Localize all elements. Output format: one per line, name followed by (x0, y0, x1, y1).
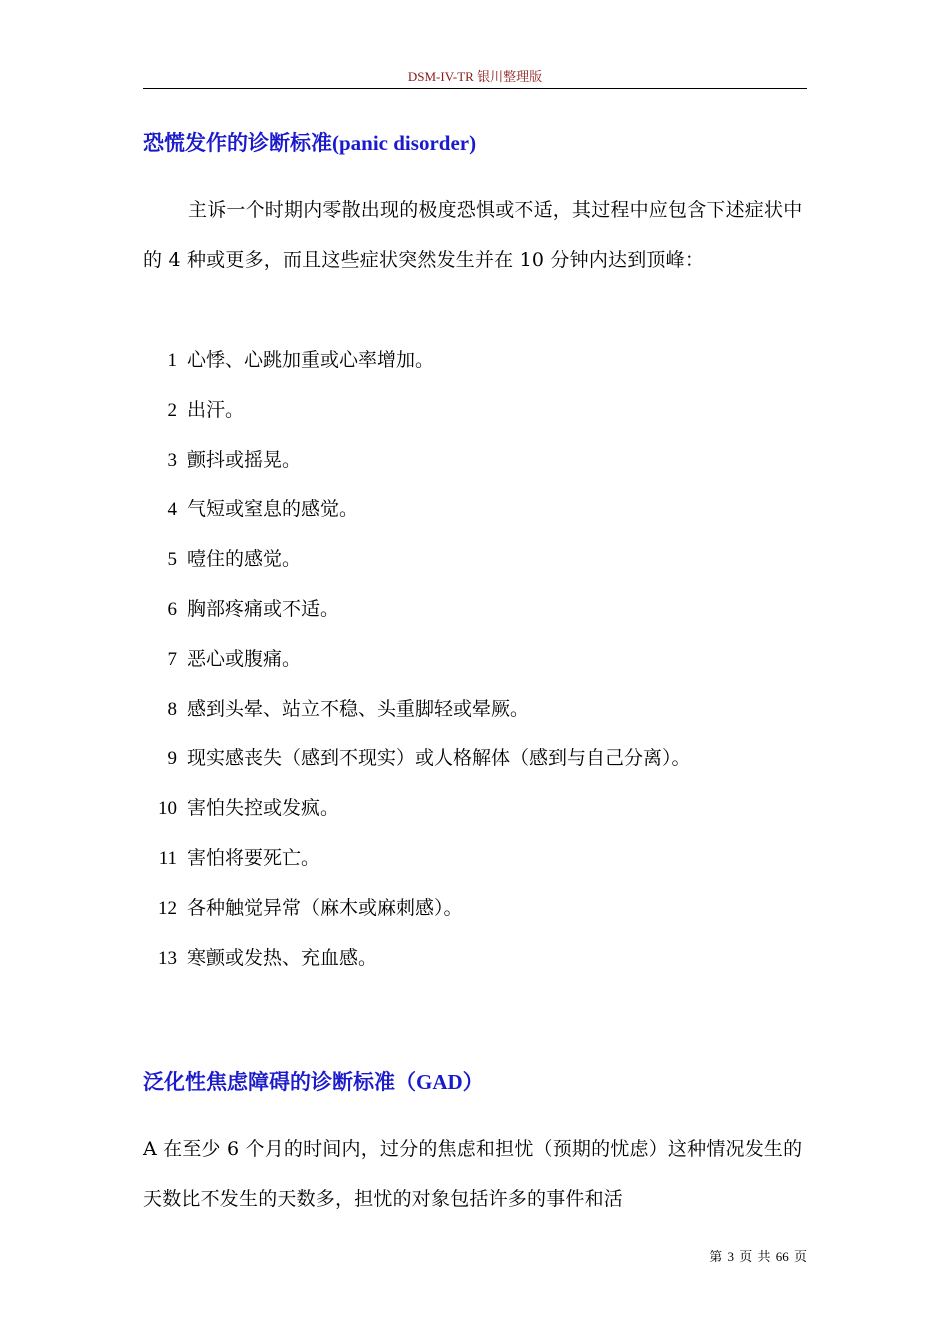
symptom-text: 恶心或腹痛。 (187, 647, 302, 670)
panic-heading-cn: 恐慌发作的诊断标准 (143, 131, 332, 155)
gad-criterion-a: A 在至少 6 个月的时间内，过分的焦虑和担忧（预期的忧虑）这种情况发生的天数比不发生的天数多，担忧的对象包括许多的事件和活 (143, 1138, 803, 1210)
symptom-number: 2 (167, 399, 177, 421)
symptom-text: 颤抖或摇晃。 (187, 448, 302, 471)
symptom-item (143, 884, 807, 934)
page-header (143, 68, 807, 89)
symptom-item (143, 386, 807, 436)
panic-heading-en: (panic disorder) (332, 131, 477, 155)
header-text: DSM-IV-TR 银川整理版 (407, 69, 543, 84)
symptom-number: 12 (158, 897, 177, 919)
symptom-number: 3 (167, 449, 177, 471)
symptom-text: 寒颤或发热、充血感。 (187, 946, 378, 969)
symptom-item (143, 934, 807, 984)
symptom-item (143, 535, 807, 585)
symptom-item (143, 485, 807, 535)
symptom-number: 10 (158, 798, 177, 820)
symptom-number: 7 (167, 648, 177, 670)
symptom-text: 胸部疼痛或不适。 (187, 597, 340, 620)
symptom-item (143, 436, 807, 486)
page-footer (600, 1246, 807, 1265)
symptom-text: 噎住的感觉。 (187, 548, 302, 571)
symptom-text: 气短或窒息的感觉。 (187, 498, 359, 521)
symptom-item (143, 784, 807, 834)
panic-disorder-heading (143, 127, 476, 157)
symptom-text: 现实感丧失（感到不现实）或人格解体（感到与自己分离）。 (187, 747, 691, 770)
symptom-item (143, 734, 807, 784)
symptom-number: 8 (167, 698, 177, 720)
symptom-number: 11 (158, 847, 177, 869)
symptom-number: 13 (158, 947, 177, 969)
symptom-item (143, 834, 807, 884)
symptom-item (143, 336, 807, 386)
symptom-item (143, 685, 807, 735)
symptom-item (143, 585, 807, 635)
symptom-text: 感到头晕、站立不稳、头重脚轻或晕厥。 (187, 697, 530, 720)
symptom-text: 害怕失控或发疯。 (187, 797, 340, 820)
gad-heading (143, 1066, 484, 1096)
gad-heading-en: GAD (416, 1070, 463, 1094)
panic-intro-paragraph: 主诉一个时期内零散出现的极度恐惧或不适，其过程中应包含下述症状中的 4 种或更多，而且这些症状突然发生并在 10 分钟内达到顶峰： (143, 199, 803, 271)
symptom-text: 各种触觉异常（麻木或麻刺感）。 (187, 896, 463, 919)
symptom-number: 1 (167, 350, 177, 371)
symptom-text: 害怕将要死亡。 (187, 846, 321, 869)
symptom-text: 心悸、心跳加重或心率增加。 (187, 349, 435, 371)
symptom-number: 4 (167, 499, 177, 521)
symptom-item (143, 635, 807, 685)
gad-heading-cn: 泛化性焦虑障碍的诊断标准（ (143, 1070, 416, 1094)
symptom-number: 5 (167, 549, 177, 571)
page-number: 第 3 页 共 66 页 (709, 1249, 807, 1264)
symptom-number: 9 (167, 748, 177, 770)
symptom-list (143, 336, 807, 983)
symptom-text: 出汗。 (187, 398, 245, 421)
gad-heading-close: ） (462, 1070, 484, 1094)
symptom-number: 6 (167, 598, 177, 620)
